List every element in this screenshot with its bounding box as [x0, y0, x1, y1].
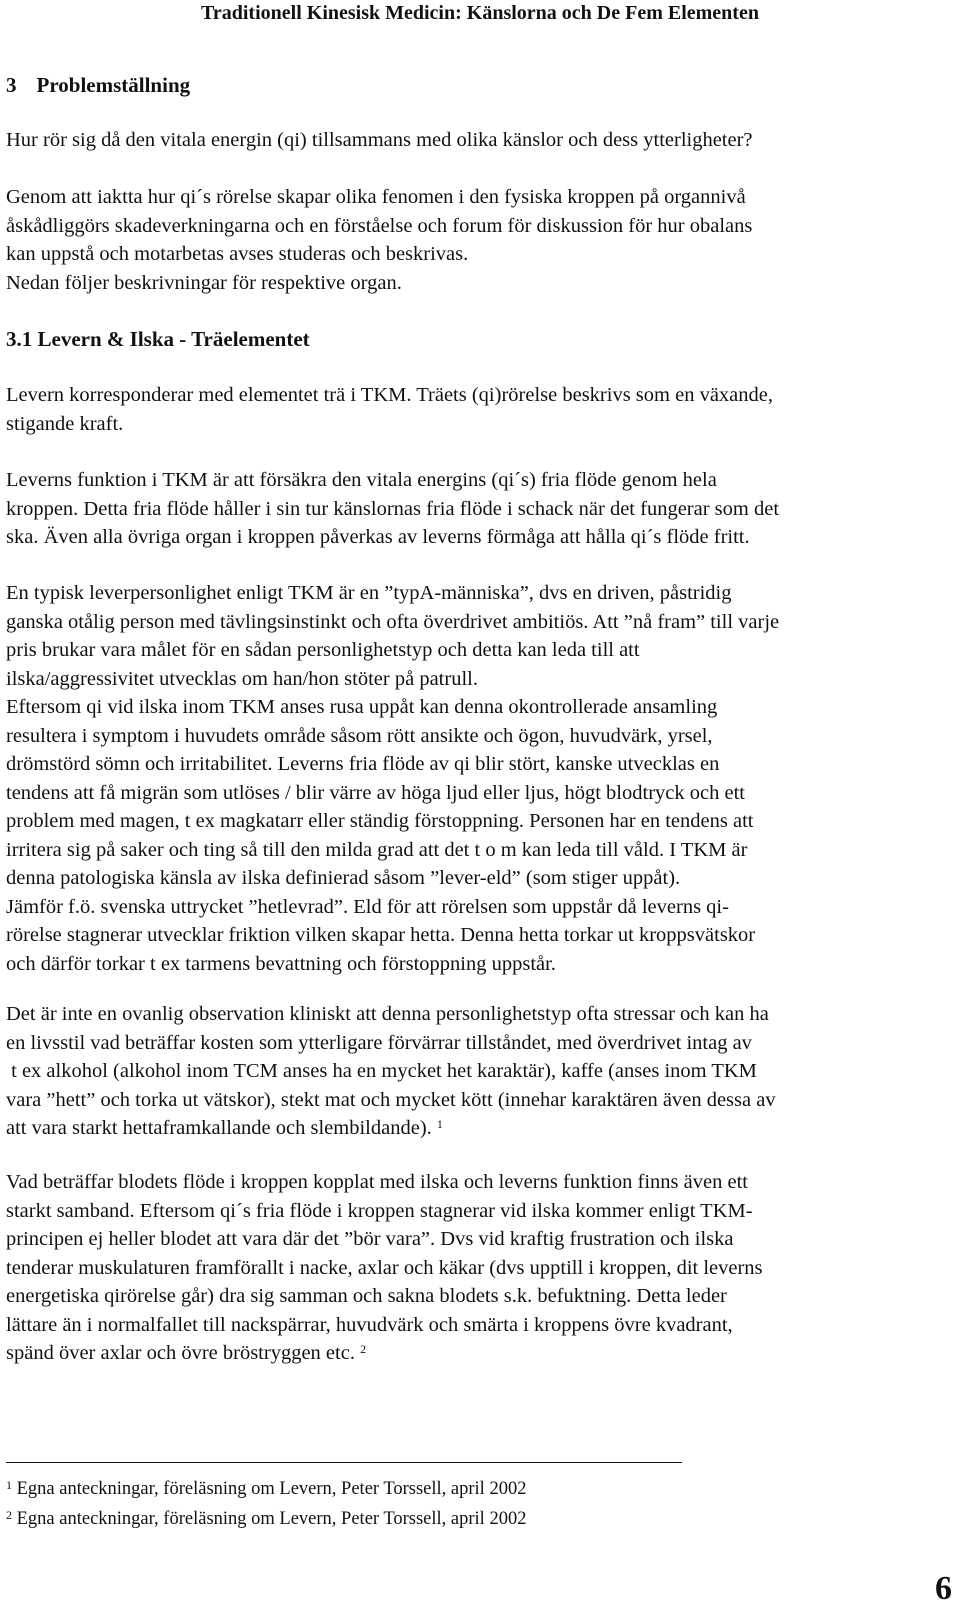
- footnote-text: Egna anteckningar, föreläsning om Levern, Peter Torssell, april 2002: [16, 1479, 527, 1499]
- footnote-text: Egna anteckningar, föreläsning om Levern, Peter Torssell, april 2002: [16, 1509, 527, 1529]
- text-line: stigande kraft.: [6, 412, 124, 435]
- paragraph-1: [6, 381, 956, 438]
- footnote-reference[interactable]: 2: [360, 1342, 367, 1356]
- text-line: starkt samband. Eftersom qi´s fria flöde i kroppen stagnerar vid ilska kommer enligt TKM-: [6, 1199, 753, 1222]
- text-line: att vara starkt hettaframkallande och slembildande).: [6, 1117, 432, 1139]
- text-line: kroppen. Detta fria flöde håller i sin tur känslornas fria flöde i schack när det fungerar som det: [6, 497, 780, 520]
- text-line: ilska/aggressivitet utvecklas om han/hon stöter på patrull.: [6, 667, 478, 690]
- text-line: energetiska qirörelse går) dra sig samman och sakna blodets s.k. befuktning. Detta leder: [6, 1285, 727, 1307]
- text-line: rörelse stagnerar utvecklar friktion vilken skapar hetta. Denna hetta torkar ut kroppsvätskor: [6, 924, 756, 946]
- text-line: ska. Även alla övriga organ i kroppen påverkas av leverns förmåga att hålla qi´s flöde fritt.: [6, 526, 750, 548]
- paragraph-2: [6, 466, 956, 552]
- footnote-mark: 1: [6, 1478, 12, 1492]
- footnote-divider: [6, 1462, 682, 1463]
- text-line: och därför torkar t ex tarmens bevattning och förstoppning uppstår.: [6, 952, 556, 975]
- subsection-heading: [6, 325, 956, 354]
- text-line: en livsstil vad beträffar kosten som ytterligare förvärrar tillståndet, med överdrivet intag av: [6, 1031, 752, 1054]
- section-title: Problemställning: [36, 73, 191, 97]
- text-line: Jämför f.ö. svenska uttrycket ”hetlevrad”. Eld för att rörelsen som uppstår då leverns qi-: [6, 895, 729, 918]
- section-heading: [6, 71, 956, 100]
- page-number: 6: [935, 1570, 952, 1607]
- intro-paragraph: [6, 183, 956, 297]
- text-line: kan uppstå och motarbetas avses studeras och beskrivas.: [6, 243, 469, 265]
- subsection-title: Levern & Ilska - Träelementet: [37, 327, 310, 351]
- footnote-mark: 2: [6, 1508, 12, 1522]
- text-line: resultera i symptom i huvudets område såsom rött ansikte och ögon, huvudvärk, yrsel,: [6, 724, 713, 747]
- running-header: Traditionell Kinesisk Medicin: Känslorna och De Fem Elementen: [201, 2, 759, 24]
- text-line: denna patologiska känsla av ilska definierad såsom ”lever-eld” (som stiger uppåt).: [6, 867, 681, 889]
- footnote-item: [6, 1474, 526, 1504]
- text-line: problem med magen, t ex magkatarr eller ständig förstoppning. Personen har en tendens att: [6, 810, 754, 832]
- paragraph-3: [6, 579, 956, 978]
- paragraph-4: [6, 1000, 956, 1143]
- text-line: En typisk leverpersonlighet enligt TKM är en ”typA-människa”, dvs en driven, påstridig: [6, 582, 732, 604]
- footnotes: [6, 1474, 526, 1534]
- text-line: åskådliggörs skadeverkningarna och en förståelse och forum för diskussion för hur obalans: [6, 214, 753, 237]
- subsection-number: 3.1: [6, 327, 33, 351]
- footnote-reference[interactable]: 1: [436, 1117, 443, 1131]
- text-line: principen ej heller blodet att vara där det ”bör vara”. Dvs vid kraftig frustration och ilska: [6, 1228, 734, 1250]
- footnote-item: [6, 1504, 526, 1534]
- text-line: Hur rör sig då den vitala energin (qi) tillsammans med olika känslor och dess ytterligheter?: [6, 129, 753, 151]
- text-line: ganska otålig person med tävlingsinstinkt och ofta överdrivet ambitiös. Att ”nå fram” till varje: [6, 610, 780, 633]
- text-line: t ex alkohol (alkohol inom TCM anses ha en mycket het karaktär), kaffe (anses inom TKM: [6, 1060, 757, 1082]
- text-line: Vad beträffar blodets flöde i kroppen kopplat med ilska och leverns funktion finns även ett: [6, 1171, 748, 1193]
- text-line: tenderar muskulaturen framförallt i nacke, axlar och käkar (dvs upptill i kroppen, dit leverns: [6, 1256, 763, 1279]
- text-line: Leverns funktion i TKM är att försäkra den vitala energins (qi´s) fria flöde genom hela: [6, 469, 717, 491]
- text-line: drömstörd sömn och irritabilitet. Leverns fria flöde av qi blir stört, kanske utvecklas en: [6, 753, 720, 775]
- text-line: spänd över axlar och övre bröstryggen etc.: [6, 1342, 355, 1364]
- text-line: lättare än i normalfallet till nackspärrar, huvudvärk och smärta i kroppens övre kvadrant,: [6, 1313, 733, 1336]
- text-line: irritera sig på saker och ting så till den milda grad att det t o m kan leda till våld. I TKM är: [6, 838, 748, 861]
- text-line: tendens att få migrän som utlöses / blir värre av höga ljud eller ljus, högt blodtryck och ett: [6, 781, 745, 804]
- text-line: Eftersom qi vid ilska inom TKM anses rusa uppåt kan denna okontrollerade ansamling: [6, 696, 718, 718]
- section-number: 3: [6, 73, 17, 97]
- text-line: pris brukar vara målet för en sådan personlighetstyp och detta kan leda till att: [6, 639, 640, 661]
- text-line: [6, 1114, 956, 1143]
- text-line: vara ”hett” och torka ut vätskor), stekt mat och mycket kött (innehar karaktären även dessa av: [6, 1088, 776, 1111]
- text-line: Levern korresponderar med elementet trä i TKM. Träets (qi)rörelse beskrivs som en växande,: [6, 384, 773, 406]
- research-question: [6, 126, 956, 155]
- text-line: Det är inte en ovanlig observation kliniskt att denna personlighetstyp ofta stressar och kan ha: [6, 1003, 769, 1025]
- text-line: Nedan följer beskrivningar för respektive organ.: [6, 271, 402, 294]
- text-line: [6, 1339, 956, 1368]
- text-line: Genom att iaktta hur qi´s rörelse skapar olika fenomen i den fysiska kroppen på organnivå: [6, 186, 746, 208]
- paragraph-5: [6, 1168, 956, 1368]
